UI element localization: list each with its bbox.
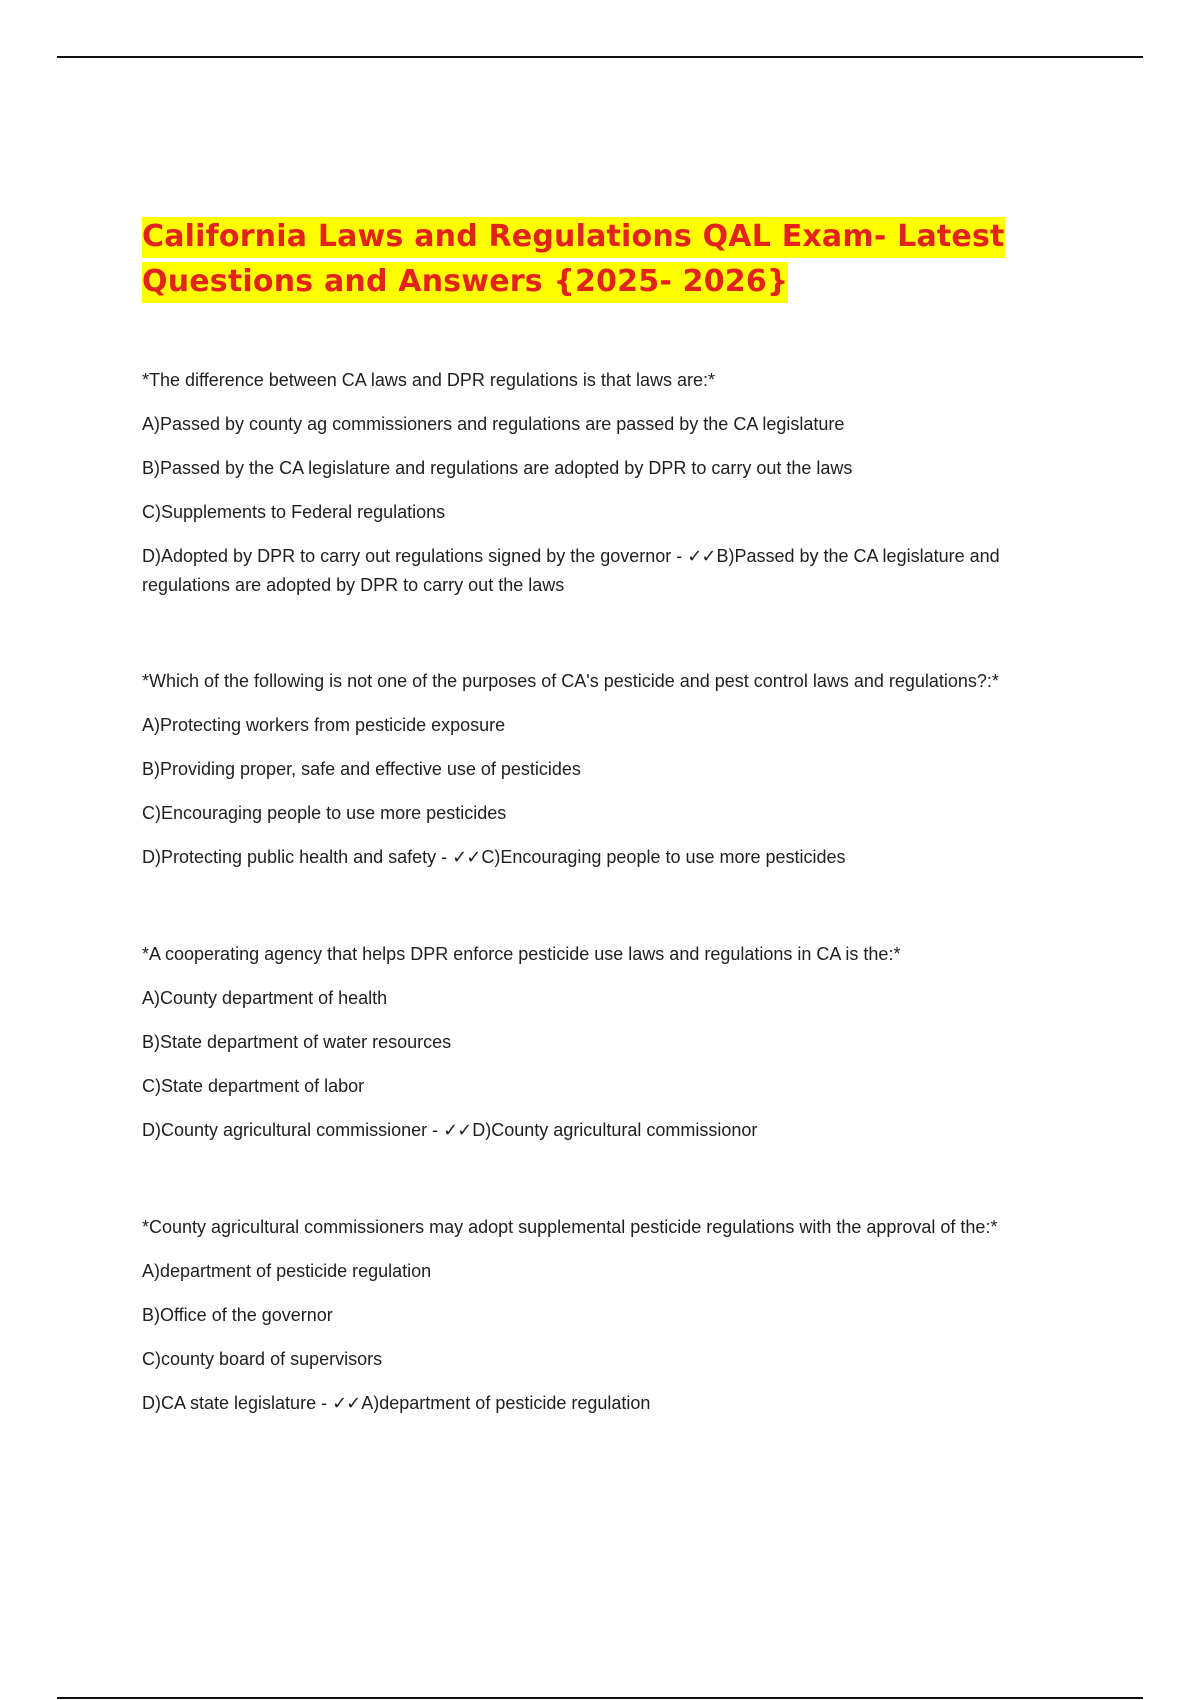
option-b: B)Office of the governor xyxy=(142,1305,333,1325)
question-block xyxy=(142,366,1072,599)
top-rule xyxy=(57,56,1143,58)
option-a: A)County department of health xyxy=(142,988,388,1008)
option-d-with-answer xyxy=(142,1116,1072,1145)
question-block xyxy=(142,667,1072,872)
option-d: D)CA state legislature - xyxy=(142,1393,333,1413)
document-body xyxy=(142,214,1072,1418)
option-a: A)Passed by county ag commissioners and regulations are passed by the CA legislature xyxy=(142,414,845,434)
option-d-with-answer xyxy=(142,843,1072,872)
double-check-icon: ✓✓ xyxy=(332,1393,361,1414)
option-b: B)Passed by the CA legislature and regulations are adopted by DPR to carry out the laws xyxy=(142,458,853,478)
option-d-with-answer xyxy=(142,542,1072,599)
option-d: D)County agricultural commissioner - xyxy=(142,1120,444,1140)
question-block xyxy=(142,1213,1072,1418)
option-a: A)Protecting workers from pesticide exposure xyxy=(142,715,506,735)
option-c: C)Supplements to Federal regulations xyxy=(142,502,446,522)
question-text: *A cooperating agency that helps DPR enforce pesticide use laws and regulations in CA is the:* xyxy=(142,944,901,964)
correct-answer: D)County agricultural commissionor xyxy=(472,1120,758,1140)
option-b: B)State department of water resources xyxy=(142,1032,452,1052)
option-d: D)Protecting public health and safety - xyxy=(142,847,453,867)
title-highlight: California Laws and Regulations QAL Exam- Latest Questions and Answers {2025- 2026} xyxy=(142,217,1005,303)
question-text: *Which of the following is not one of the purposes of CA's pesticide and pest control laws and regulations?:* xyxy=(142,671,999,691)
correct-answer: B)Passed by the CA legislature and regulations are adopted by DPR to carry out the laws xyxy=(142,546,1000,595)
document-title xyxy=(142,214,1072,304)
question-text: *County agricultural commissioners may adopt supplemental pesticide regulations with the approval of the:* xyxy=(142,1217,998,1237)
option-c: C)Encouraging people to use more pesticides xyxy=(142,803,507,823)
double-check-icon: ✓✓ xyxy=(452,847,481,868)
question-block xyxy=(142,940,1072,1145)
option-d: D)Adopted by DPR to carry out regulations signed by the governor - xyxy=(142,546,688,566)
option-c: C)county board of supervisors xyxy=(142,1349,383,1369)
correct-answer: A)department of pesticide regulation xyxy=(361,1393,651,1413)
question-text: *The difference between CA laws and DPR regulations is that laws are:* xyxy=(142,370,715,390)
option-a: A)department of pesticide regulation xyxy=(142,1261,432,1281)
double-check-icon: ✓✓ xyxy=(443,1120,472,1141)
option-d-with-answer xyxy=(142,1389,1072,1418)
option-b: B)Providing proper, safe and effective use of pesticides xyxy=(142,759,581,779)
option-c: C)State department of labor xyxy=(142,1076,365,1096)
double-check-icon: ✓✓ xyxy=(687,546,716,567)
correct-answer: C)Encouraging people to use more pesticides xyxy=(481,847,846,867)
bottom-rule xyxy=(57,1697,1143,1699)
question-list xyxy=(142,366,1072,1418)
